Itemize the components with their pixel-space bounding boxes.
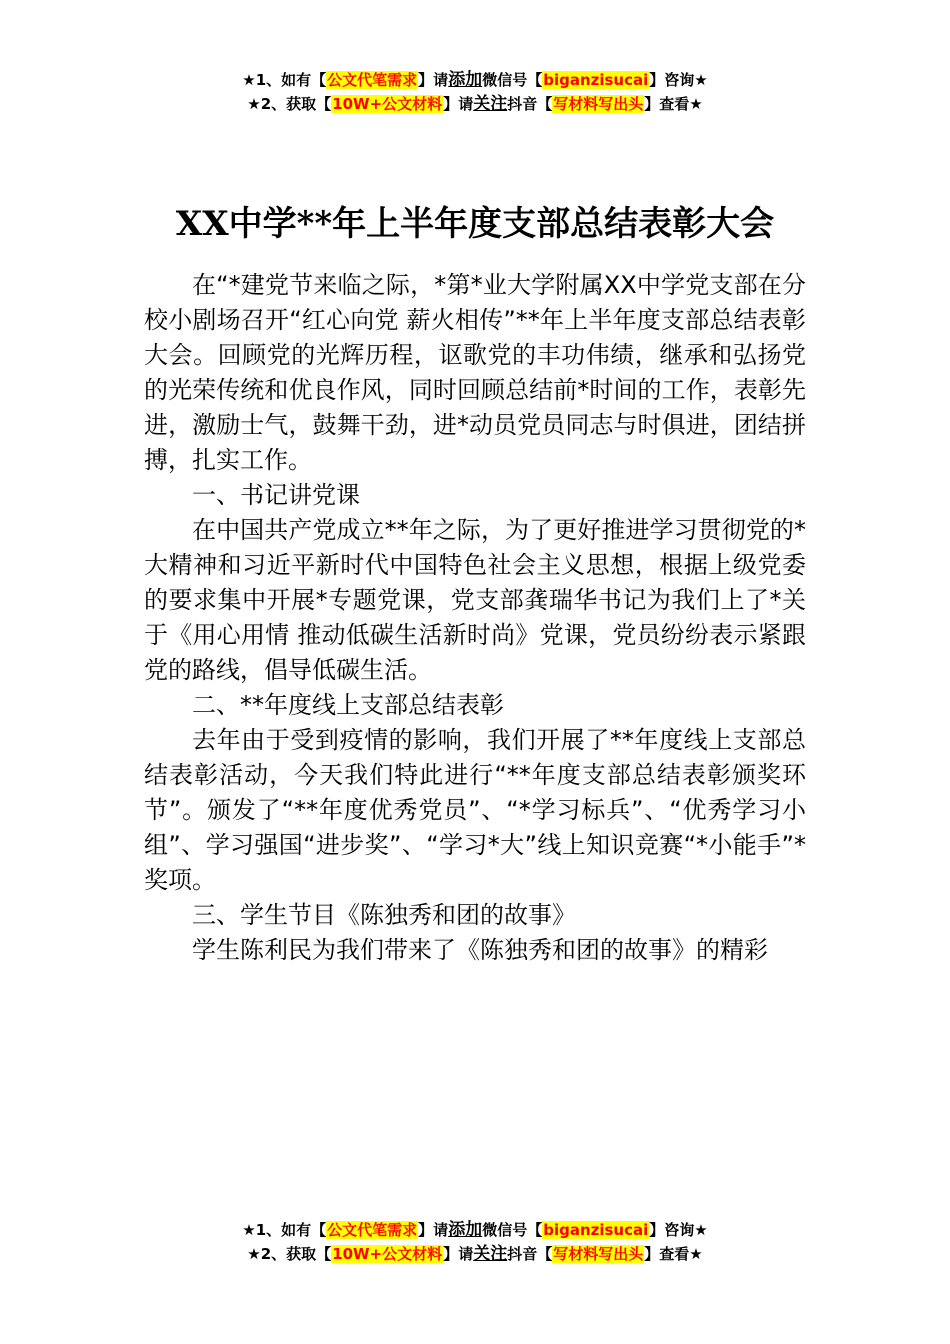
banner-highlight: 公文代笔需求 — [327, 71, 418, 89]
paragraph-awards: 去年由于受到疫情的影响，我们开展了**年度线上支部总结表彰活动，今天我们特此进行“**年度支部总结表彰颁奖环节”。颁发了“**年度优秀党员”、“*学习标兵”、“优秀学习小组”、学习强国“进步奖”、“学习*大”线上知识竞赛“*小能手”*奖项。 — [144, 726, 806, 894]
document-title: XX中学**年上半年度支部总结表彰大会 — [175, 203, 775, 244]
banner-text: 抖音【 — [507, 1245, 553, 1263]
banner-emphasis: 添加 — [448, 1220, 483, 1240]
banner-line-1 — [0, 1218, 950, 1242]
banner-emphasis: 添加 — [448, 70, 483, 90]
banner-text: 】请 — [418, 71, 449, 89]
paragraph-student-show: 学生陈利民为我们带来了《陈独秀和团的故事》的精彩 — [192, 936, 768, 964]
banner-text: 】查看★ — [644, 1245, 703, 1263]
banner-line-2 — [0, 1242, 950, 1266]
banner-text: 】请 — [443, 1245, 474, 1263]
section-heading-3: 三、学生节目《陈独秀和团的故事》 — [192, 901, 576, 929]
banner-highlight: 10W+公文材料 — [332, 95, 443, 113]
banner-text: ★2、获取【 — [247, 95, 332, 113]
banner-line-1 — [0, 68, 950, 92]
document-body — [144, 268, 806, 968]
banner-highlight: 公文代笔需求 — [327, 1221, 418, 1239]
banner-text: 】请 — [443, 95, 474, 113]
banner-emphasis: 关注 — [473, 1244, 508, 1264]
section-heading-1: 一、书记讲党课 — [192, 481, 360, 509]
banner-douyin-id: 写材料写出头 — [553, 95, 644, 113]
banner-text: 】咨询★ — [649, 71, 708, 89]
banner-text: ★2、获取【 — [247, 1245, 332, 1263]
banner-text: 】查看★ — [644, 95, 703, 113]
banner-emphasis: 关注 — [473, 94, 508, 114]
header-banner — [0, 68, 950, 116]
paragraph-party-lesson: 在中国共产党成立**年之际，为了更好推进学习贯彻党的*大精神和习近平新时代中国特色社会主义思想，根据上级党委的要求集中开展*专题党课，党支部龚瑞华书记为我们上了*关于《用心用情 推动低碳生活新时尚》党课，党员纷纷表示紧跟党的路线，倡导低碳生活。 — [144, 516, 806, 684]
banner-highlight: 10W+公文材料 — [332, 1245, 443, 1263]
banner-douyin-id: 写材料写出头 — [553, 1245, 644, 1263]
banner-text: 微信号【 — [482, 71, 543, 89]
banner-wechat-id: biganzisucai — [543, 71, 649, 89]
banner-text: 】咨询★ — [649, 1221, 708, 1239]
footer-banner — [0, 1218, 950, 1266]
banner-text: 抖音【 — [507, 95, 553, 113]
section-heading-2: 二、**年度线上支部总结表彰 — [192, 691, 504, 719]
banner-text: ★1、如有【 — [242, 1221, 327, 1239]
banner-text: 】请 — [418, 1221, 449, 1239]
banner-text: 微信号【 — [482, 1221, 543, 1239]
banner-wechat-id: biganzisucai — [543, 1221, 649, 1239]
paragraph-intro: 在“*建党节来临之际，*第*业大学附属XX中学党支部在分校小剧场召开“红心向党 薪火相传”**年上半年度支部总结表彰大会。回顾党的光辉历程，讴歌党的丰功伟绩，继承和弘扬党的光荣传统和优良作风，同时回顾总结前*时间的工作，表彰先进，激励士气，鼓舞干劲，进*动员党员同志与时俱进，团结拼搏，扎实工作。 — [144, 271, 806, 474]
banner-line-2 — [0, 92, 950, 116]
banner-text: ★1、如有【 — [242, 71, 327, 89]
